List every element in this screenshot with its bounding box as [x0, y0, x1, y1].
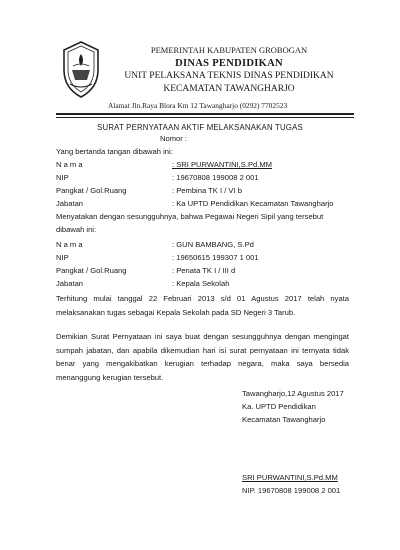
- letterhead: [104, 44, 354, 96]
- letterhead-office: DINAS PENDIDIKAN: [175, 58, 283, 69]
- employee-position-value: : Kepala Sekolah: [172, 279, 230, 288]
- signer-position-value: : Ka UPTD Pendidikan Kecamatan Tawangharjo: [172, 199, 334, 208]
- signer-nip-label: NIP: [56, 173, 69, 182]
- service-line-2: melaksanakan tugas sebagai Kepala Sekolah pada SD Negeri 3 Tarub.: [56, 307, 296, 317]
- letterhead-divider-thin: [56, 117, 354, 118]
- intro-text: Yang bertanda tangan dibawah ini:: [56, 147, 173, 156]
- signature-position-1: Ka. UPTD Pendidikan: [242, 402, 316, 411]
- signer-name-label: N a m a: [56, 160, 83, 169]
- employee-nip-label: NIP: [56, 253, 69, 262]
- signer-position-label: Jabatan: [56, 199, 84, 208]
- employee-name-value: : GUN BAMBANG, S.Pd: [172, 240, 254, 249]
- letterhead-unit: UNIT PELAKSANA TEKNIS DINAS PENDIDIKAN: [124, 71, 334, 81]
- signature-nip: NIP. 19670808 199008 2 001: [242, 486, 341, 495]
- signature-position-2: Kecamatan Tawangharjo: [242, 415, 326, 424]
- signature-place-date: Tawangharjo,12 Agustus 2017: [242, 389, 344, 398]
- crest-icon: [60, 40, 102, 100]
- letter-number: Nomor :: [160, 134, 188, 143]
- statement-line-2: dibawah ini:: [56, 225, 97, 234]
- closing-line-4: menanggung kerugian tersebut.: [56, 372, 164, 382]
- letterhead-address: Alamat Jln.Raya Blora Km 12 Tawangharjo (0292) 7702523: [108, 101, 288, 110]
- employee-rank-value: : Penata TK I / III d: [172, 266, 236, 275]
- closing-line-1: Demikian Surat Pernyataan ini saya buat dengan sesungguhnya dengan mengingat: [56, 332, 349, 341]
- letterhead-district: KECAMATAN TAWANGHARJO: [163, 84, 295, 94]
- signer-name-value: : SRI PURWANTINI,S.Pd.MM: [172, 160, 272, 169]
- service-paragraph: [56, 292, 349, 319]
- signer-nip-value: : 19670808 199008 2 001: [172, 173, 259, 182]
- closing-paragraph: [56, 330, 349, 384]
- letterhead-divider-thick: [56, 113, 354, 115]
- employee-rank-label: Pangkat / Gol.Ruang: [56, 266, 127, 275]
- closing-line-3: benar yang mengakibatkan kerugian terhadap negara, maka saya bersedia: [56, 359, 349, 368]
- employee-position-label: Jabatan: [56, 279, 84, 288]
- service-line-1: Terhitung mulai tanggal 22 Februari 2013 s/d 01 Agustus 2017 telah nyata: [56, 294, 349, 303]
- employee-nip-value: : 19650615 199307 1 001: [172, 253, 259, 262]
- letter-title: SURAT PERNYATAAN AKTIF MELAKSANAKAN TUGAS: [97, 123, 303, 132]
- signature-name: SRI PURWANTINI,S.Pd.MM: [242, 473, 338, 482]
- statement-line-1: Menyatakan dengan sesungguhnya, bahwa Pegawai Negeri Sipil yang tersebut: [56, 212, 324, 221]
- employee-name-label: N a m a: [56, 240, 83, 249]
- closing-line-2: sumpah jabatan, dan apabila dikemudian hari isi surat pernyataan ini ternyata tidak: [56, 345, 349, 355]
- letterhead-government: PEMERINTAH KABUPATEN GROBOGAN: [150, 45, 308, 55]
- signer-rank-value: : Pembina TK I / VI b: [172, 186, 242, 195]
- signer-rank-label: Pangkat / Gol.Ruang: [56, 186, 127, 195]
